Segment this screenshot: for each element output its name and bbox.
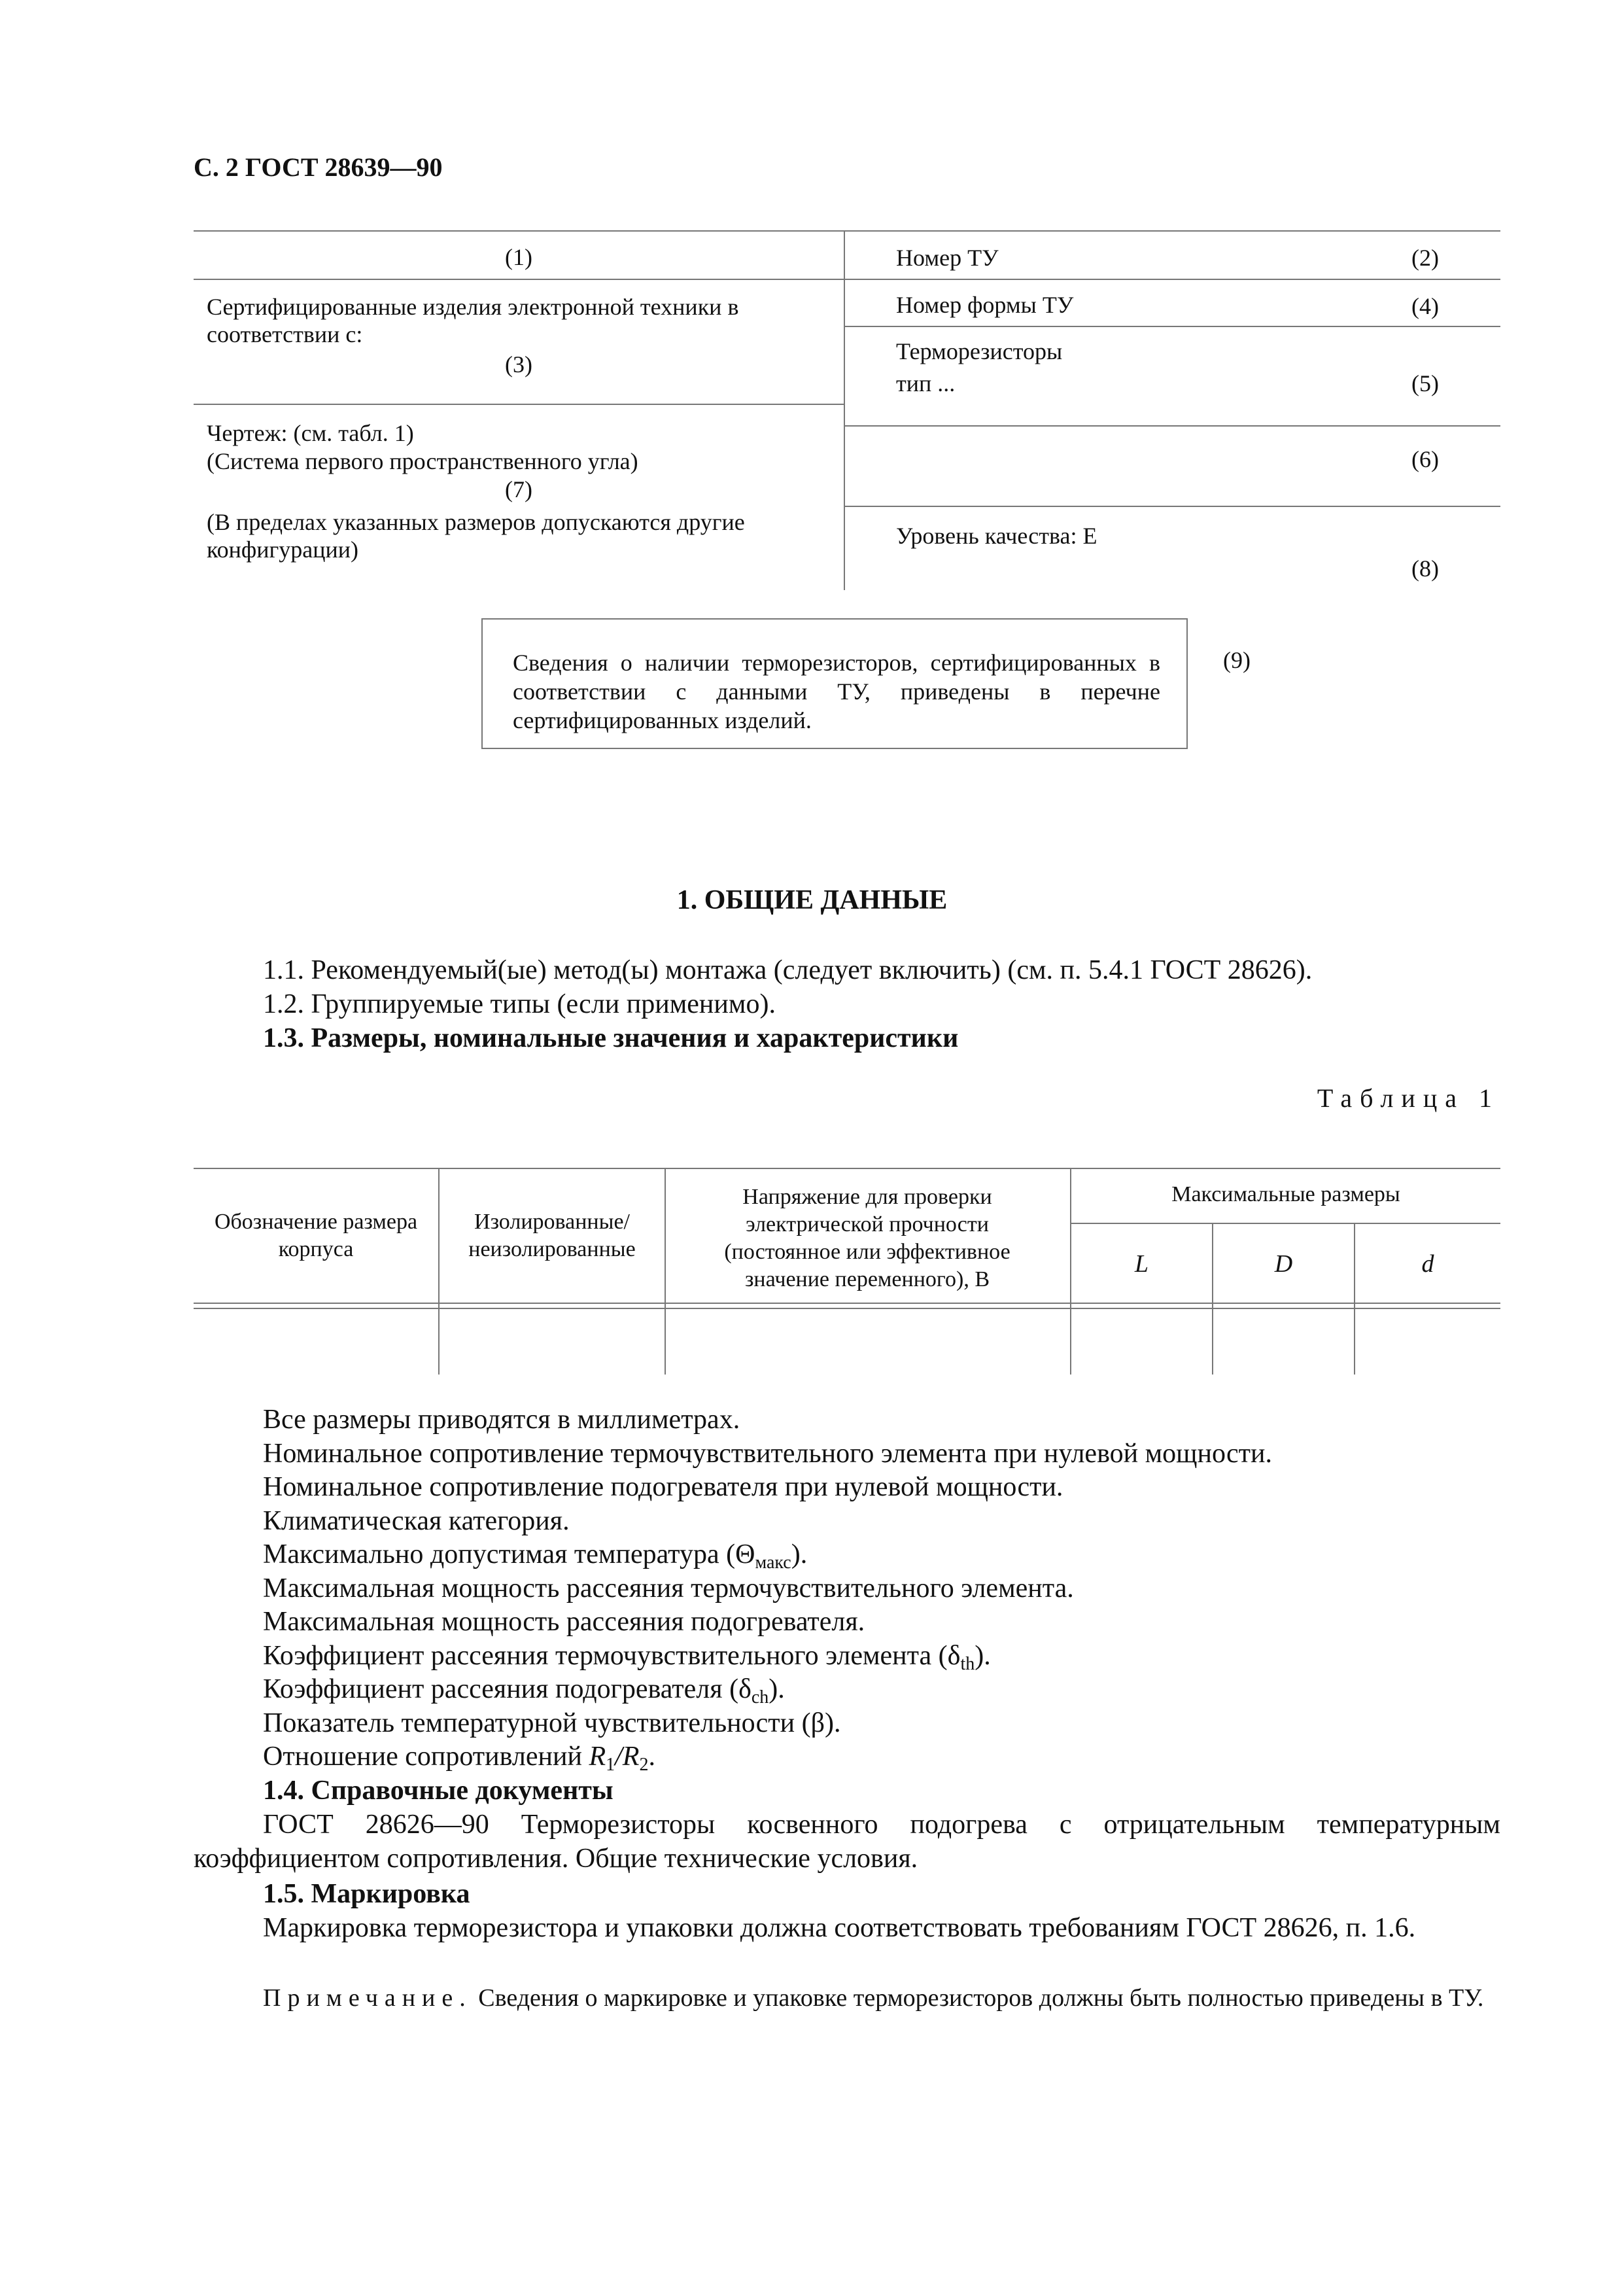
form-field-1: (1): [505, 244, 532, 270]
note-label: Примечание.: [263, 1984, 472, 2012]
list-item: Максимальная мощность рассеяния термочувствительного элемента.: [263, 1573, 1074, 1603]
list-item: Номинальное сопротивление термочувствительного элемента при нулевой мощности.: [263, 1438, 1273, 1469]
table-col-divider: [438, 1168, 440, 1375]
col-header-d: d: [1421, 1250, 1434, 1278]
col-header-insulated: Изолированные/ неизолированные: [468, 1210, 636, 1261]
table-col-divider: [1212, 1223, 1213, 1375]
form-row-divider: [844, 326, 1500, 327]
form-row-divider: [844, 506, 1500, 507]
form-center-divider: [844, 230, 845, 590]
drawing-label-line1: Чертеж: (см. табл. 1): [207, 420, 414, 446]
drawing-label-line3: (В пределах указанных размеров допускаются другие: [207, 509, 745, 535]
form-top-border: [194, 230, 1500, 232]
form-row-divider: [194, 279, 1500, 280]
list-item: Максимально допустимая температура $(\Theta_{макс})$.: [263, 1539, 808, 1573]
col-header-L: L: [1134, 1250, 1149, 1278]
section-1-5-text: Маркировка терморезистора и упаковки должна соответствовать требованиям ГОСТ 28626, п. 1.6.: [263, 1913, 1416, 1943]
col-header-designation: Обозначение размера корпуса: [214, 1210, 418, 1261]
table-1: [194, 1168, 1500, 1377]
table-subheader-divider: [1070, 1223, 1500, 1224]
table-col-divider: [1354, 1223, 1355, 1375]
characteristics-list: [263, 1403, 1272, 1774]
form-field-9: (9): [1223, 647, 1251, 673]
tu-form-number-label: Номер формы ТУ: [896, 292, 1074, 318]
certified-info-text: Сведения о наличии терморезисторов, сертифицированных в соответствии с данными ТУ, приведены в перечне сертифицированных изделий.: [513, 650, 1160, 733]
certified-info-box: [481, 618, 1188, 749]
item-1-1: 1.1. Рекомендуемый(ые) метод(ы) монтажа (следует включить) (см. п. 5.4.1 ГОСТ 28626).: [263, 955, 1313, 985]
form-row-divider: [194, 404, 844, 405]
certified-label-line1: Сертифицированные изделия электронной техники в: [207, 294, 739, 320]
table-header-border: [194, 1303, 1500, 1304]
form-field-2: (2): [1411, 245, 1439, 271]
list-item: Коэффициент рассеяния термочувствительного элемента $(\delta_{th})$.: [263, 1640, 991, 1674]
list-item: Максимальная мощность рассеяния подогревателя.: [263, 1607, 865, 1637]
form-field-8: (8): [1411, 555, 1439, 582]
list-item: Номинальное сопротивление подогревателя при нулевой мощности.: [263, 1472, 1063, 1502]
list-item: Отношение сопротивлений $R_1/R_2$.: [263, 1742, 655, 1775]
list-item: Коэффициент рассеяния подогревателя $(\delta_{ch})$.: [263, 1674, 785, 1708]
drawing-label-line2: (Система первого пространственного угла): [207, 448, 638, 474]
section-1-5-title: 1.5. Маркировка: [263, 1879, 470, 1909]
drawing-label-line4: конфигурации): [207, 536, 359, 563]
tu-number-label: Номер ТУ: [896, 245, 999, 271]
list-item: Климатическая категория.: [263, 1505, 570, 1536]
form-field-3: (3): [505, 351, 532, 377]
item-1-2: 1.2. Группируемые типы (если применимо).: [263, 989, 776, 1019]
form-field-7: (7): [505, 476, 532, 502]
quality-level-label: Уровень качества: Е: [896, 523, 1097, 549]
table-header-border: [194, 1308, 1500, 1309]
marking-note: [194, 1982, 1500, 2014]
form-row-divider: [844, 425, 1500, 427]
col-header-voltage: Напряжение для проверки электрической прочности (постоянное или эффективное значение переменного), В: [724, 1185, 1011, 1291]
table-col-divider: [665, 1168, 666, 1375]
list-item: Показатель температурной чувствительности (β).: [263, 1708, 841, 1738]
note-text: Сведения о маркировке и упаковке терморезисторов должны быть полностью приведены в ТУ.: [472, 1984, 1484, 2012]
page-header: С. 2 ГОСТ 28639—90: [194, 152, 443, 182]
table-caption: Таблица 1: [1317, 1083, 1500, 1113]
list-item: Все размеры приводятся в миллиметрах.: [263, 1405, 740, 1435]
thermistors-label-line1: Терморезисторы: [896, 338, 1063, 364]
section-1-4-text: ГОСТ 28626—90 Терморезисторы косвенного подогрева с отрицательным температурным коэффициентом сопротивления. Общие технические условия.: [194, 1810, 1500, 1874]
certified-label-line2: соответствии с:: [207, 321, 363, 347]
col-header-D: D: [1274, 1250, 1293, 1278]
thermistors-label-line2: тип ...: [896, 370, 956, 396]
form-field-5: (5): [1411, 370, 1439, 396]
form-field-6: (6): [1411, 446, 1439, 472]
section-title: 1. ОБЩИЕ ДАННЫЕ: [676, 885, 948, 915]
col-header-max-dims: Максимальные размеры: [1171, 1182, 1400, 1206]
table-top-border: [194, 1168, 1500, 1169]
form-field-4: (4): [1411, 293, 1439, 319]
section-1-4-title: 1.4. Справочные документы: [263, 1776, 613, 1806]
item-1-3: 1.3. Размеры, номинальные значения и характеристики: [263, 1023, 959, 1053]
